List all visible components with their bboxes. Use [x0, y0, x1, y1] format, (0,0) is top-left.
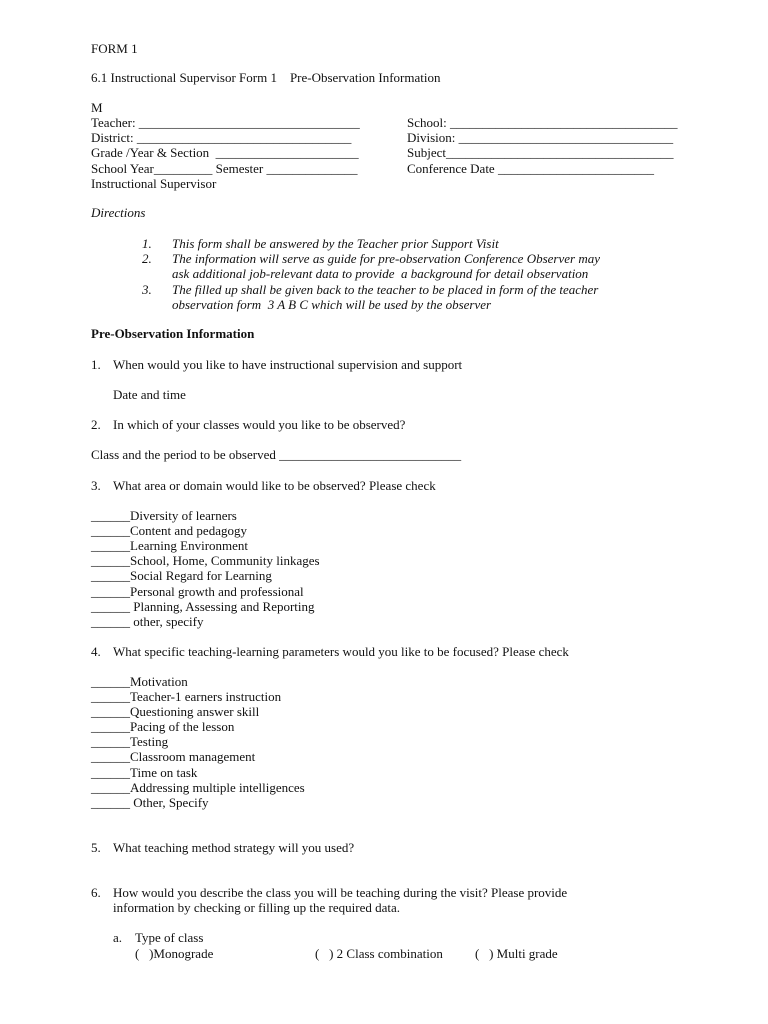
sub-item-label: a.: [113, 930, 123, 945]
domain-option: ______Learning Environment: [91, 538, 249, 553]
type-of-class-label: Type of class: [135, 930, 204, 945]
question-number: 3.: [91, 478, 101, 493]
form-title: 6.1 Instructional Supervisor Form 1 Pre-Observation Information: [91, 70, 441, 85]
instructional-supervisor-field: Instructional Supervisor: [91, 176, 217, 191]
question-number: 4.: [91, 644, 101, 659]
question-text: What specific teaching-learning parameters would you like to be focused? Please check: [113, 644, 569, 659]
conference-date-field: Conference Date ________________________: [407, 161, 654, 176]
parameter-option: ______ Other, Specify: [91, 795, 209, 810]
direction-number: 2.: [142, 251, 152, 266]
parameter-option: ______Questioning answer skill: [91, 704, 260, 719]
parameter-option: ______Testing: [91, 734, 169, 749]
grade-section-field: Grade /Year & Section ______________________: [91, 145, 359, 160]
direction-text: observation form 3 A B C which will be used by the observer: [172, 297, 492, 312]
parameter-option: ______Addressing multiple intelligences: [91, 780, 305, 795]
pre-observation-heading: Pre-Observation Information: [91, 326, 255, 341]
domain-option: ______ other, specify: [91, 614, 204, 629]
question-text: What area or domain would like to be observed? Please check: [113, 478, 436, 493]
direction-number: 3.: [142, 282, 152, 297]
direction-text: The filled up shall be given back to the teacher to be placed in form of the teacher: [172, 282, 599, 297]
question-text: What teaching method strategy will you used?: [113, 840, 355, 855]
question-number: 2.: [91, 417, 101, 432]
class-type-choice-multigrade: ( ) Multi grade: [475, 946, 558, 961]
domain-option: ______Social Regard for Learning: [91, 568, 272, 583]
question-text: information by checking or filling up the required data.: [113, 900, 400, 915]
parameter-option: ______Classroom management: [91, 749, 256, 764]
domain-option: ______ Planning, Assessing and Reporting: [91, 599, 315, 614]
question-text: When would you like to have instructional supervision and support: [113, 357, 463, 372]
question-number: 5.: [91, 840, 101, 855]
district-field: District: _________________________________: [91, 130, 352, 145]
class-period-field: Class and the period to be observed ____________________________: [91, 447, 462, 462]
domain-option: ______School, Home, Community linkages: [91, 553, 320, 568]
direction-text: This form shall be answered by the Teacher prior Support Visit: [172, 236, 499, 251]
stray-letter: M: [91, 100, 103, 115]
question-number: 1.: [91, 357, 101, 372]
domain-option: ______Diversity of learners: [91, 508, 237, 523]
direction-number: 1.: [142, 236, 152, 251]
question-number: 6.: [91, 885, 101, 900]
question-text: How would you describe the class you will be teaching during the visit? Please provide: [113, 885, 568, 900]
date-time-label: Date and time: [113, 387, 186, 402]
parameter-option: ______Pacing of the lesson: [91, 719, 235, 734]
parameter-option: ______Teacher-1 earners instruction: [91, 689, 282, 704]
teacher-field: Teacher: __________________________________: [91, 115, 360, 130]
parameter-option: ______Motivation: [91, 674, 188, 689]
subject-field: Subject___________________________________: [407, 145, 674, 160]
school-field: School: ___________________________________: [407, 115, 678, 130]
class-type-choice-monograde: ( )Monograde: [135, 946, 214, 961]
domain-option: ______Content and pedagogy: [91, 523, 247, 538]
domain-option: ______Personal growth and professional: [91, 584, 304, 599]
direction-text: ask additional job-relevant data to provide a background for detail observation: [172, 266, 589, 281]
direction-text: The information will serve as guide for pre-observation Conference Observer may: [172, 251, 600, 266]
directions-heading: Directions: [91, 205, 146, 220]
school-year-semester-field: School Year_________ Semester ______________: [91, 161, 358, 176]
form-label: FORM 1: [91, 41, 138, 56]
question-text: In which of your classes would you like to be observed?: [113, 417, 406, 432]
class-type-choice-combination: ( ) 2 Class combination: [315, 946, 443, 961]
parameter-option: ______Time on task: [91, 765, 198, 780]
division-field: Division: _________________________________: [407, 130, 674, 145]
